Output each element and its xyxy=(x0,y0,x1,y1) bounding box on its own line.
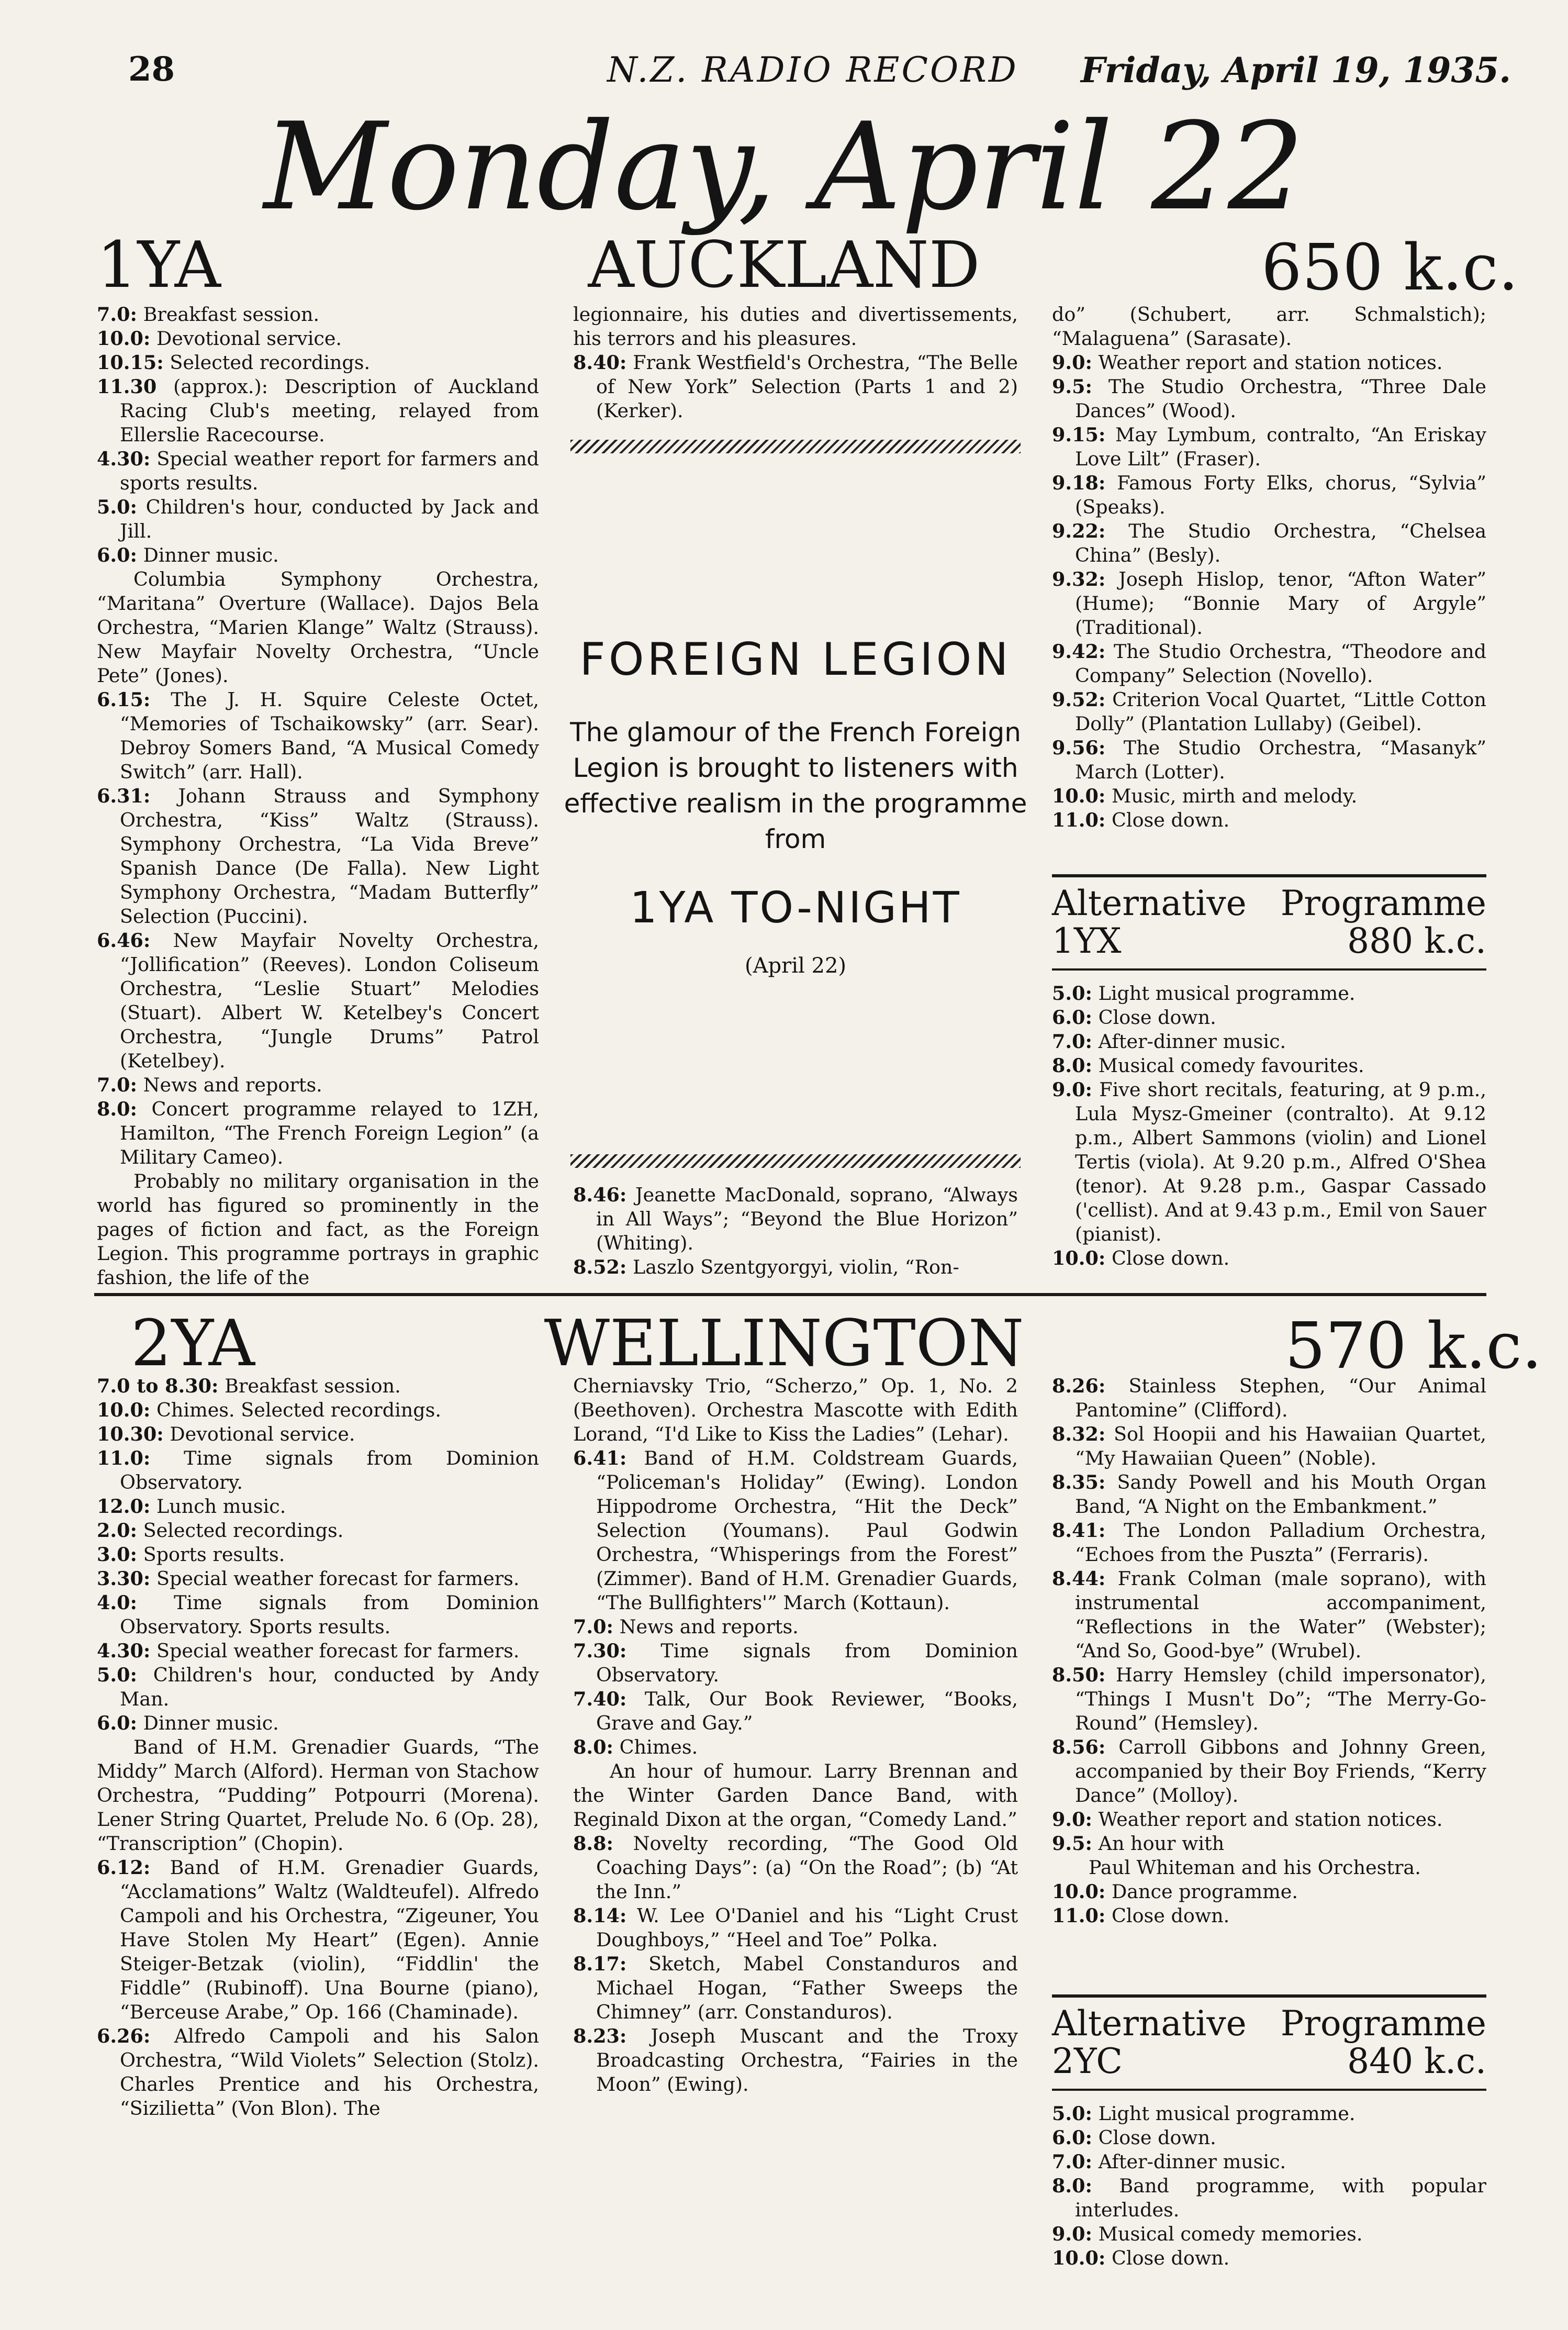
promo-date: (April 22) xyxy=(744,954,847,978)
issue-date: Friday, April 19, 1935. xyxy=(1081,50,1511,91)
entry-time: 7.0 to 8.30: xyxy=(97,1375,219,1397)
programme-entry xyxy=(1052,784,1486,808)
entry-time: 10.0: xyxy=(1052,785,1106,807)
programme-entry xyxy=(97,1856,539,2024)
programme-entry xyxy=(573,351,1018,423)
entry-time: 11.0: xyxy=(1052,1904,1106,1927)
entry-text: Chimes. Selected recordings. xyxy=(150,1399,441,1421)
station1-call: 1YA xyxy=(97,228,221,302)
programme-entry xyxy=(573,1639,1018,1687)
entry-text: Band of H.M. Grenadier Guards, “The Middy” March (Alford). Herman von Stachow Orchestra, “Pudding” Potpourri (Morena). Lener String Quartet, Prelude No. 6 (Op. 28), “Transcription” (Chopin). xyxy=(97,1736,539,1855)
entry-time: 9.32: xyxy=(1052,568,1106,590)
entry-time: 11.30 xyxy=(97,375,157,398)
entry-text: Alfredo Campoli and his Salon Orchestra, “Wild Violets” Selection (Stolz). Charles Prentice and his Orchestra, “Sizilietta” (Von Blon). The xyxy=(120,2025,539,2120)
programme-entry xyxy=(97,303,539,327)
entry-time: 8.52: xyxy=(573,1256,627,1278)
entry-time: 6.31: xyxy=(97,785,151,807)
programme-entry xyxy=(1052,1470,1486,1519)
entry-time: 8.26: xyxy=(1052,1375,1106,1397)
entry-text: Close down. xyxy=(1092,1006,1216,1029)
programme-entry xyxy=(97,2024,539,2121)
entry-text: Laszlo Szentgyorgyi, violin, “Ron- xyxy=(626,1256,959,1278)
programme-entry xyxy=(97,1495,539,1519)
programme-entry xyxy=(1052,1808,1486,1832)
programme-entry xyxy=(1052,640,1486,688)
entry-text: Joseph Hislop, tenor, “Afton Water” (Hume); “Bonnie Mary of Argyle” (Traditional). xyxy=(1075,568,1486,639)
station1-column-1 xyxy=(97,303,539,1290)
programme-entry xyxy=(1052,808,1486,832)
entry-time: 10.0: xyxy=(1052,1247,1106,1269)
alt-box-rule xyxy=(1052,1994,1486,1998)
wavy-divider xyxy=(570,1154,1021,1168)
entry-text: Famous Forty Elks, chorus, “Sylvia” (Speaks). xyxy=(1075,472,1486,518)
alt-programme: Programme xyxy=(1280,883,1486,923)
entry-text: Band of H.M. Coldstream Guards, “Policeman's Holiday” (Ewing). London Hippodrome Orchestra, “Hit the Deck” Selection (Youmans). Paul Godwin Orchestra, “Whisperings from the Forest” (Zimmer). Band of H.M. Grenadier Guards, “The Bullfighters'” March (Kottaun). xyxy=(596,1447,1018,1614)
programme-entry xyxy=(1052,1735,1486,1808)
entry-text: W. Lee O'Daniel and his “Light Crust Doughboys,” “Heel and Toe” Polka. xyxy=(596,1904,1018,1951)
entry-time: 7.30: xyxy=(573,1640,627,1662)
alt-programme: Programme xyxy=(1280,2003,1486,2044)
entry-text: Novelty recording, “The Good Old Coaching Days”: (a) “On the Road”; (b) “At the Inn.” xyxy=(596,1832,1018,1903)
entry-time: 7.0: xyxy=(1052,1030,1092,1053)
entry-text: Probably no military organisation in the world has figured so prominently in the pages of fiction and fact, as the Foreign Legion. This programme portrays in graphic fashion, the life of the xyxy=(97,1170,539,1289)
programme-entry xyxy=(1052,423,1486,471)
programme-entry xyxy=(97,1735,539,1856)
entry-text: An hour of humour. Larry Brennan and the Winter Garden Dance Band, with Reginald Dixon at the organ, “Comedy Land.” xyxy=(573,1760,1018,1831)
entry-text: Devotional service. xyxy=(163,1423,355,1445)
entry-text: (approx.): Description of Auckland Racing Club's meeting, relayed from Ellerslie Racecourse. xyxy=(120,375,539,446)
programme-entry xyxy=(97,543,539,567)
entry-time: 8.23: xyxy=(573,2025,627,2047)
entry-time: 7.0: xyxy=(573,1615,613,1638)
station1-alternative-box xyxy=(1052,885,1486,960)
entry-text: do” (Schubert, arr. Schmalstich); “Malaguena” (Sarasate). xyxy=(1052,303,1486,350)
entry-text: Special weather forecast for farmers. xyxy=(150,1567,520,1590)
station2-city: WELLINGTON xyxy=(544,1306,1024,1380)
entry-text: Cherniavsky Trio, “Scherzo,” Op. 1, No. 2 (Beethoven). Orchestra Mascotte with Edith Lorand, “I'd Like to Kiss the Ladies” (Lehar). xyxy=(573,1375,1018,1445)
entry-time: 8.8: xyxy=(573,1832,613,1855)
entry-time: 9.5: xyxy=(1052,375,1092,398)
entry-time: 6.12: xyxy=(97,1856,151,1879)
entry-text: Johann Strauss and Symphony Orchestra, “Kiss” Waltz (Strauss). Symphony Orchestra, “La Vida Breve” Spanish Dance (De Falla). New Light Symphony Orchestra, “Madam Butterfly” Selection (Puccini). xyxy=(120,785,539,928)
station2-column-3 xyxy=(1052,1374,1486,1928)
programme-entry xyxy=(97,929,539,1073)
programme-entry xyxy=(1052,1880,1486,1904)
entry-time: 6.15: xyxy=(97,688,151,711)
entry-text: Music, mirth and melody. xyxy=(1105,785,1358,807)
entry-time: 8.0: xyxy=(97,1098,137,1120)
alt-box-rule xyxy=(1052,2089,1486,2091)
entry-time: 2.0: xyxy=(97,1519,137,1542)
programme-entry xyxy=(1052,303,1486,351)
entry-text: Dinner music. xyxy=(137,1712,279,1734)
programme-entry xyxy=(1052,2126,1486,2150)
entry-time: 12.0: xyxy=(97,1495,151,1518)
entry-text: Children's hour, conducted by Andy Man. xyxy=(120,1664,539,1710)
station1-freq: 650 k.c. xyxy=(1261,230,1519,305)
programme-entry xyxy=(573,1615,1018,1639)
station2-freq: 570 k.c. xyxy=(1285,1309,1542,1383)
entry-text: Close down. xyxy=(1105,1247,1230,1269)
entry-text: New Mayfair Novelty Orchestra, “Jollification” (Reeves). London Coliseum Orchestra, “Leslie Stuart” Melodies (Stuart). Albert W. Ketelbey's Concert Orchestra, “Jungle Drums” Patrol (Ketelbey). xyxy=(120,929,539,1072)
entry-time: 6.41: xyxy=(573,1447,627,1469)
programme-entry xyxy=(1052,1246,1486,1270)
programme-entry xyxy=(1052,2174,1486,2222)
entry-time: 3.0: xyxy=(97,1543,137,1566)
entry-text: After-dinner music. xyxy=(1092,2150,1286,2173)
entry-text: Frank Westfield's Orchestra, “The Belle of New York” Selection (Parts 1 and 2) (Kerker). xyxy=(596,351,1018,422)
programme-entry xyxy=(1052,1078,1486,1246)
entry-text: Jeanette MacDonald, soprano, “Always in All Ways”; “Beyond the Blue Horizon” (Whiting). xyxy=(596,1184,1018,1254)
entry-text: Time signals from Dominion Observatory. xyxy=(596,1640,1018,1686)
programme-entry xyxy=(573,303,1018,351)
entry-text: Breakfast session. xyxy=(137,303,320,326)
programme-entry xyxy=(97,1639,539,1663)
entry-text: Five short recitals, featuring, at 9 p.m., Lula Mysz-Gmeiner (contralto). At 9.12 p.m., Albert Sammons (violin) and Lionel Tertis (viola). At 9.20 p.m., Alfred O'Shea (tenor). At 9.28 p.m., Gaspar Cassado ('cellist). And at 9.43 p.m., Emil von Sauer (pianist). xyxy=(1075,1078,1486,1245)
entry-text: Selected recordings. xyxy=(163,351,371,374)
entry-text: The J. H. Squire Celeste Octet, “Memories of Tschaikowsky” (arr. Sear). Debroy Somers Band, “A Musical Comedy Switch” (arr. Hall). xyxy=(120,688,539,783)
entry-text: legionnaire, his duties and divertissements, his terrors and his pleasures. xyxy=(573,303,1018,350)
entry-time: 7.40: xyxy=(573,1688,627,1710)
station2-call: 2YA xyxy=(131,1306,255,1380)
entry-time: 10.0: xyxy=(1052,2247,1106,2269)
entry-text: The Studio Orchestra, “Chelsea China” (Besly). xyxy=(1075,520,1486,566)
station1-city: AUCKLAND xyxy=(588,228,980,302)
entry-text: Weather report and station notices. xyxy=(1092,1808,1443,1831)
entry-text: The London Palladium Orchestra, “Echoes from the Puszta” (Ferraris). xyxy=(1075,1519,1486,1566)
entry-time: 5.0: xyxy=(97,496,137,518)
programme-entry xyxy=(1052,2222,1486,2246)
station1-column-2-top xyxy=(573,303,1018,423)
alt-box-rule xyxy=(1052,968,1486,971)
wavy-divider xyxy=(570,440,1021,453)
alt-call: 2YC xyxy=(1052,2041,1123,2081)
entry-time: 9.0: xyxy=(1052,1078,1092,1101)
programme-entry xyxy=(573,1904,1018,1952)
entry-text: Harry Hemsley (child impersonator), “Things I Musn't Do”; “The Merry-Go-Round” (Hemsley). xyxy=(1075,1664,1486,1734)
programme-entry xyxy=(1052,2102,1486,2126)
entry-time: 7.0: xyxy=(1052,2150,1092,2173)
entry-time: 11.0: xyxy=(97,1447,151,1469)
programme-entry xyxy=(1052,1856,1486,1880)
entry-time: 8.50: xyxy=(1052,1664,1106,1686)
promo-station: 1YA TO-NIGHT xyxy=(630,883,961,933)
programme-entry xyxy=(97,1543,539,1567)
entry-text: Sol Hoopii and his Hawaiian Quartet, “My Hawaiian Queen” (Noble). xyxy=(1075,1423,1486,1469)
programme-entry xyxy=(97,327,539,351)
entry-time: 6.46: xyxy=(97,929,151,952)
entry-text: Paul Whiteman and his Orchestra. xyxy=(1089,1856,1421,1879)
entry-time: 3.30: xyxy=(97,1567,151,1590)
promo-body: The glamour of the French Foreign Legion is brought to listeners with effective realism in the programme from xyxy=(564,717,1027,854)
entry-time: 10.30: xyxy=(97,1423,164,1445)
entry-text: Devotional service. xyxy=(150,327,342,350)
entry-text: Chimes. xyxy=(613,1736,698,1758)
programme-entry xyxy=(97,784,539,929)
programme-entry xyxy=(573,1952,1018,2024)
programme-entry xyxy=(1052,688,1486,736)
station2-alternative-list xyxy=(1052,2102,1486,2270)
programme-entry xyxy=(1052,519,1486,567)
entry-time: 5.0: xyxy=(1052,2102,1092,2125)
entry-text: Close down. xyxy=(1092,2126,1216,2149)
section-divider xyxy=(94,1293,1486,1296)
entry-time: 5.0: xyxy=(97,1664,137,1686)
programme-entry xyxy=(1052,1006,1486,1030)
programme-entry xyxy=(573,1183,1018,1255)
alt-label: Alternative xyxy=(1052,883,1247,923)
station1-column-3 xyxy=(1052,303,1486,832)
programme-entry xyxy=(97,1398,539,1422)
entry-time: 7.0: xyxy=(97,303,137,326)
entry-time: 7.0: xyxy=(97,1074,137,1096)
entry-time: 6.0: xyxy=(97,544,137,566)
entry-time: 9.22: xyxy=(1052,520,1106,542)
entry-text: Time signals from Dominion Observatory. Sports results. xyxy=(120,1591,539,1638)
programme-entry xyxy=(573,1832,1018,1904)
programme-entry xyxy=(97,1711,539,1735)
programme-entry xyxy=(97,495,539,543)
entry-text: The Studio Orchestra, “Theodore and Company” Selection (Novello). xyxy=(1075,640,1486,687)
entry-text: Carroll Gibbons and Johnny Green, accompanied by their Boy Friends, “Kerry Dance” (Molloy). xyxy=(1075,1736,1486,1807)
programme-entry xyxy=(97,1591,539,1639)
entry-time: 6.26: xyxy=(97,2025,151,2047)
entry-text: Close down. xyxy=(1105,809,1230,831)
entry-time: 8.32: xyxy=(1052,1423,1106,1445)
station2-alternative-box xyxy=(1052,2005,1486,2080)
paper-title: N.Z. RADIO RECORD xyxy=(607,50,1018,90)
entry-text: Stainless Stephen, “Our Animal Pantomine” (Clifford). xyxy=(1075,1375,1486,1421)
entry-text: Dinner music. xyxy=(137,544,279,566)
programme-entry xyxy=(97,567,539,688)
programme-entry xyxy=(573,1759,1018,1832)
programme-entry xyxy=(1052,2246,1486,2270)
programme-entry xyxy=(1052,982,1486,1006)
programme-entry xyxy=(1052,1422,1486,1470)
foreign-legion-promo xyxy=(560,633,1031,978)
entry-time: 9.15: xyxy=(1052,423,1106,446)
programme-entry xyxy=(1052,1030,1486,1054)
programme-entry xyxy=(1052,1904,1486,1928)
entry-text: Joseph Muscant and the Troxy Broadcasting Orchestra, “Fairies in the Moon” (Ewing). xyxy=(596,2025,1018,2095)
entry-text: An hour with xyxy=(1092,1832,1225,1855)
entry-time: 9.0: xyxy=(1052,351,1092,374)
entry-text: Talk, Our Book Reviewer, “Books, Grave and Gay.” xyxy=(596,1688,1018,1734)
programme-entry xyxy=(1052,1663,1486,1735)
entry-text: May Lymbum, contralto, “An Eriskay Love Lilt” (Fraser). xyxy=(1075,423,1486,470)
entry-time: 9.0: xyxy=(1052,1808,1092,1831)
entry-text: Sandy Powell and his Mouth Organ Band, “A Night on the Embankment.” xyxy=(1075,1471,1486,1518)
programme-entry xyxy=(573,1735,1018,1759)
programme-entry xyxy=(97,1446,539,1495)
programme-entry xyxy=(97,1097,539,1169)
entry-text: Special weather forecast for farmers. xyxy=(150,1640,520,1662)
entry-time: 4.0: xyxy=(97,1591,137,1614)
entry-time: 10.0: xyxy=(1052,1880,1106,1903)
entry-text: Musical comedy memories. xyxy=(1092,2223,1363,2245)
programme-entry xyxy=(1052,1374,1486,1422)
entry-time: 6.0: xyxy=(1052,2126,1092,2149)
programme-entry xyxy=(97,688,539,784)
programme-entry xyxy=(1052,1832,1486,1856)
entry-text: Lunch music. xyxy=(150,1495,286,1518)
entry-text: Musical comedy favourites. xyxy=(1092,1054,1364,1077)
entry-time: 9.56: xyxy=(1052,737,1106,759)
programme-entry xyxy=(1052,351,1486,375)
programme-entry xyxy=(1052,1519,1486,1567)
entry-text: Breakfast session. xyxy=(218,1375,401,1397)
programme-entry xyxy=(97,1073,539,1097)
entry-text: Light musical programme. xyxy=(1092,982,1356,1005)
entry-time: 4.30: xyxy=(97,1640,151,1662)
entry-text: Children's hour, conducted by Jack and Jill. xyxy=(120,496,539,542)
entry-time: 9.52: xyxy=(1052,688,1106,711)
programme-entry xyxy=(97,351,539,375)
entry-text: Time signals from Dominion Observatory. xyxy=(120,1447,539,1493)
entry-time: 8.0: xyxy=(1052,2175,1092,2197)
entry-time: 8.41: xyxy=(1052,1519,1106,1542)
programme-entry xyxy=(573,1446,1018,1615)
entry-time: 8.35: xyxy=(1052,1471,1106,1493)
station1-alternative-list xyxy=(1052,982,1486,1270)
station1-column-2-bottom xyxy=(573,1183,1018,1279)
station2-column-2 xyxy=(573,1374,1018,2097)
entry-time: 8.17: xyxy=(573,1953,627,1975)
station2-column-1 xyxy=(97,1374,539,2121)
alt-freq: 880 k.c. xyxy=(1347,921,1486,961)
entry-time: 5.0: xyxy=(1052,982,1092,1005)
programme-entry xyxy=(97,1374,539,1398)
entry-time: 9.0: xyxy=(1052,2223,1092,2245)
programme-entry xyxy=(97,1519,539,1543)
entry-time: 6.0: xyxy=(1052,1006,1092,1029)
entry-time: 8.14: xyxy=(573,1904,627,1927)
programme-entry xyxy=(97,447,539,495)
entry-time: 8.0: xyxy=(1052,1054,1092,1077)
entry-text: The Studio Orchestra, “Masanyk” March (Lotter). xyxy=(1075,737,1486,783)
entry-text: Light musical programme. xyxy=(1092,2102,1356,2125)
entry-text: Columbia Symphony Orchestra, “Maritana” Overture (Wallace). Dajos Bela Orchestra, “Marien Klange” Waltz (Strauss). New Mayfair Novelty Orchestra, “Uncle Pete” (Jones). xyxy=(97,568,539,687)
entry-time: 9.18: xyxy=(1052,472,1106,494)
entry-text: Band of H.M. Grenadier Guards, “Acclamations” Waltz (Waldteufel). Alfredo Campoli and his Orchestra, “Zigeuner, You Have Stolen My Heart” (Egen). Annie Steiger-Betzak (violin), “Fiddlin' the Fiddle” (Rubinoff). Una Bourne (piano), “Berceuse Arabe,” Op. 166 (Chaminade). xyxy=(120,1856,539,2023)
entry-time: 6.0: xyxy=(97,1712,137,1734)
programme-entry xyxy=(1052,1567,1486,1663)
alt-label: Alternative xyxy=(1052,2003,1247,2044)
alt-box-rule xyxy=(1052,874,1486,877)
programme-entry xyxy=(97,375,539,447)
programme-entry xyxy=(573,1255,1018,1279)
programme-entry xyxy=(573,2024,1018,2097)
entry-text: Selected recordings. xyxy=(137,1519,344,1542)
entry-text: Close down. xyxy=(1105,1904,1230,1927)
programme-entry xyxy=(573,1374,1018,1446)
entry-text: After-dinner music. xyxy=(1092,1030,1286,1053)
alt-freq: 840 k.c. xyxy=(1347,2041,1486,2081)
entry-time: 8.46: xyxy=(573,1184,627,1206)
programme-entry xyxy=(1052,375,1486,423)
programme-entry xyxy=(1052,567,1486,640)
programme-entry xyxy=(1052,471,1486,519)
entry-time: 9.42: xyxy=(1052,640,1106,663)
entry-text: Special weather report for farmers and sports results. xyxy=(120,448,539,494)
entry-time: 10.15: xyxy=(97,351,164,374)
day-title: Monday, April 22 xyxy=(263,97,1305,237)
entry-text: Concert programme relayed to 1ZH, Hamilton, “The French Foreign Legion” (a Military Cameo). xyxy=(120,1098,539,1168)
entry-text: News and reports. xyxy=(137,1074,322,1096)
promo-heading: FOREIGN LEGION xyxy=(579,633,1012,686)
programme-entry xyxy=(97,1567,539,1591)
programme-entry xyxy=(97,1663,539,1711)
entry-text: The Studio Orchestra, “Three Dale Dances” (Wood). xyxy=(1075,375,1486,422)
entry-time: 8.44: xyxy=(1052,1567,1106,1590)
entry-text: News and reports. xyxy=(613,1615,799,1638)
entry-time: 10.0: xyxy=(97,1399,151,1421)
programme-entry xyxy=(1052,736,1486,784)
programme-entry xyxy=(1052,2150,1486,2174)
entry-time: 8.40: xyxy=(573,351,627,374)
entry-text: Sketch, Mabel Constanduros and Michael Hogan, “Father Sweeps the Chimney” (arr. Constanduros). xyxy=(596,1953,1018,2023)
alt-call: 1YX xyxy=(1052,921,1122,961)
entry-time: 10.0: xyxy=(97,327,151,350)
entry-text: Frank Colman (male soprano), with instrumental accompaniment, “Reflections in the Water” (Webster); “And So, Good-bye” (Wrubel). xyxy=(1075,1567,1486,1662)
entry-text: Close down. xyxy=(1105,2247,1230,2269)
programme-entry xyxy=(97,1169,539,1290)
entry-text: Weather report and station notices. xyxy=(1092,351,1443,374)
entry-time: 11.0: xyxy=(1052,809,1106,831)
entry-text: Dance programme. xyxy=(1105,1880,1298,1903)
programme-entry xyxy=(97,1422,539,1446)
page-number: 28 xyxy=(128,50,175,89)
entry-text: Band programme, with popular interludes. xyxy=(1075,2175,1486,2221)
entry-text: Criterion Vocal Quartet, “Little Cotton Dolly” (Plantation Lullaby) (Geibel). xyxy=(1075,688,1486,735)
programme-entry xyxy=(1052,1054,1486,1078)
entry-time: 9.5: xyxy=(1052,1832,1092,1855)
programme-entry xyxy=(573,1687,1018,1735)
entry-time: 8.0: xyxy=(573,1736,613,1758)
entry-text: Sports results. xyxy=(137,1543,285,1566)
entry-time: 4.30: xyxy=(97,448,151,470)
entry-time: 8.56: xyxy=(1052,1736,1106,1758)
